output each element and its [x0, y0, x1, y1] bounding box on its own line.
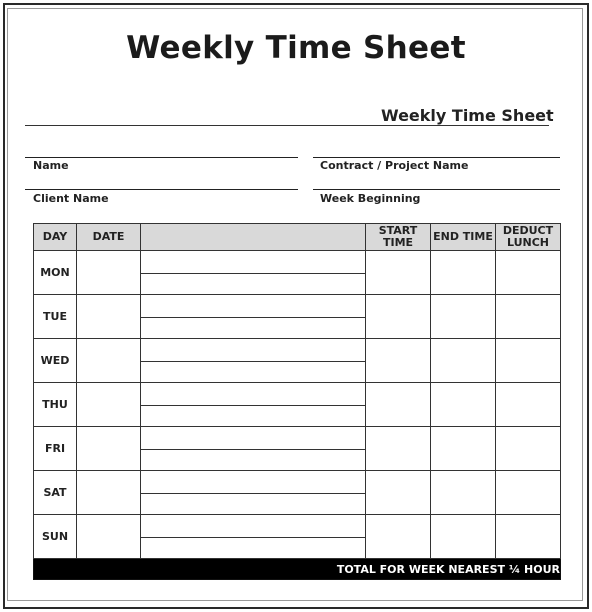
date-cell[interactable]: [77, 295, 141, 339]
day-label: WED: [34, 339, 77, 383]
day-label: TUE: [34, 295, 77, 339]
date-cell[interactable]: [77, 251, 141, 295]
week-beginning-field[interactable]: [313, 189, 560, 190]
deduct-lunch-cell[interactable]: [496, 515, 561, 559]
date-cell[interactable]: [77, 339, 141, 383]
start-time-cell[interactable]: [366, 295, 431, 339]
end-time-cell[interactable]: [431, 427, 496, 471]
end-time-cell[interactable]: [431, 471, 496, 515]
form-subtitle: Weekly Time Sheet: [381, 106, 554, 125]
start-time-cell[interactable]: [366, 427, 431, 471]
column-header-description: [141, 224, 366, 251]
description-cell[interactable]: [141, 471, 366, 515]
description-cell[interactable]: [141, 383, 366, 427]
deduct-lunch-cell[interactable]: [496, 471, 561, 515]
day-label: FRI: [34, 427, 77, 471]
description-cell[interactable]: [141, 427, 366, 471]
table-row-sat: [34, 471, 561, 515]
column-header-date: DATE: [77, 224, 141, 251]
end-time-cell[interactable]: [431, 383, 496, 427]
name-field[interactable]: [25, 157, 298, 158]
table-row-fri: [34, 427, 561, 471]
description-divider: [141, 405, 365, 406]
description-cell[interactable]: [141, 515, 366, 559]
date-cell[interactable]: [77, 427, 141, 471]
description-divider: [141, 361, 365, 362]
start-time-cell[interactable]: [366, 515, 431, 559]
table-row-sun: [34, 515, 561, 559]
table-row-mon: [34, 251, 561, 295]
contract-project-label: Contract / Project Name: [320, 159, 469, 172]
column-header-day: DAY: [34, 224, 77, 251]
column-header-start-time: START TIME: [366, 224, 431, 251]
total-row: [34, 559, 561, 580]
column-header-end-time: END TIME: [431, 224, 496, 251]
day-label: SUN: [34, 515, 77, 559]
date-cell[interactable]: [77, 471, 141, 515]
subtitle-rule: [25, 125, 549, 126]
end-time-cell[interactable]: [431, 339, 496, 383]
table-row-thu: [34, 383, 561, 427]
total-hours-label: TOTAL FOR WEEK NEAREST ¼ HOUR: [34, 559, 561, 580]
day-label: THU: [34, 383, 77, 427]
deduct-lunch-cell[interactable]: [496, 383, 561, 427]
description-cell[interactable]: [141, 339, 366, 383]
description-cell[interactable]: [141, 295, 366, 339]
client-name-label: Client Name: [33, 192, 109, 205]
start-time-cell[interactable]: [366, 251, 431, 295]
timesheet-table: [33, 223, 561, 580]
date-cell[interactable]: [77, 383, 141, 427]
description-divider: [141, 537, 365, 538]
end-time-cell[interactable]: [431, 251, 496, 295]
deduct-lunch-cell[interactable]: [496, 427, 561, 471]
description-cell[interactable]: [141, 251, 366, 295]
week-beginning-label: Week Beginning: [320, 192, 421, 205]
table-row-wed: [34, 339, 561, 383]
contract-project-field[interactable]: [313, 157, 560, 158]
description-divider: [141, 493, 365, 494]
column-header-deduct-lunch: DEDUCT LUNCH: [496, 224, 561, 251]
page-title: Weekly Time Sheet: [126, 30, 466, 66]
end-time-cell[interactable]: [431, 295, 496, 339]
day-label: SAT: [34, 471, 77, 515]
end-time-cell[interactable]: [431, 515, 496, 559]
start-time-cell[interactable]: [366, 383, 431, 427]
description-divider: [141, 273, 365, 274]
name-label: Name: [33, 159, 69, 172]
deduct-lunch-cell[interactable]: [496, 251, 561, 295]
deduct-lunch-cell[interactable]: [496, 295, 561, 339]
table-header-row: [34, 224, 561, 251]
start-time-cell[interactable]: [366, 471, 431, 515]
description-divider: [141, 317, 365, 318]
client-name-field[interactable]: [25, 189, 298, 190]
date-cell[interactable]: [77, 515, 141, 559]
deduct-lunch-cell[interactable]: [496, 339, 561, 383]
start-time-cell[interactable]: [366, 339, 431, 383]
table-row-tue: [34, 295, 561, 339]
day-label: MON: [34, 251, 77, 295]
description-divider: [141, 449, 365, 450]
